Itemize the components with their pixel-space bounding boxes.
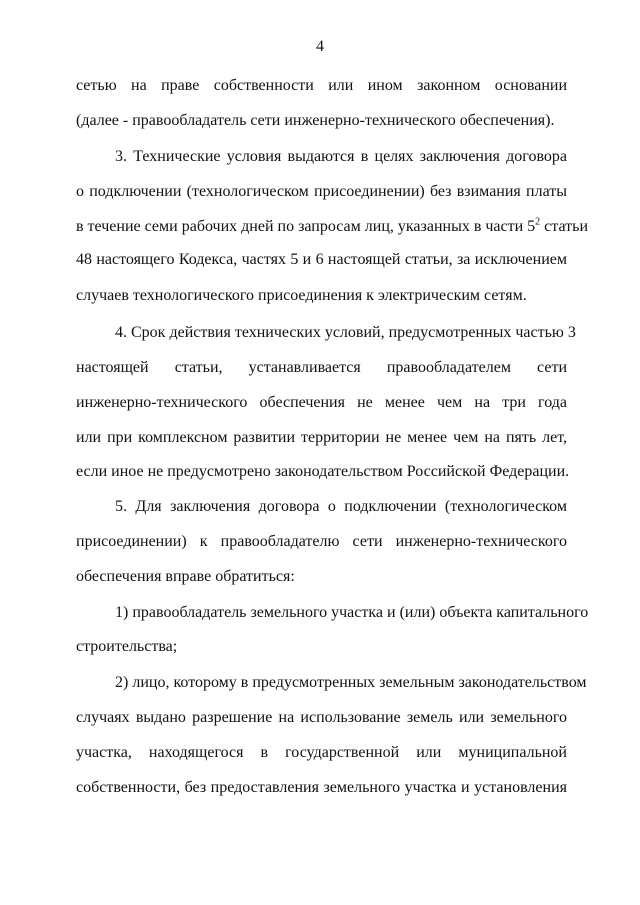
text-line: случаях выдано разрешение на использование земель или земельного bbox=[76, 709, 567, 726]
text-line: случаев технологического присоединения к электрическим сетям. bbox=[76, 287, 527, 304]
text-line: сетью на праве собственности или ином законном основании bbox=[76, 77, 567, 94]
text-line-with-superscript bbox=[76, 216, 588, 237]
list-item-2: 2) лицо, которому в предусмотренных земельным законодательством bbox=[115, 674, 587, 691]
text-line: настоящей статьи, устанавливается правообладателем сети bbox=[76, 359, 567, 376]
paragraph-5-start: 5. Для заключения договора о подключении (технологическом bbox=[115, 498, 567, 515]
paragraph-3-start: 3. Технические условия выдаются в целях заключения договора bbox=[115, 148, 567, 165]
text-segment: статьи bbox=[540, 218, 588, 235]
text-line: (далее - правообладатель сети инженерно-технического обеспечения). bbox=[76, 112, 555, 129]
text-line: 48 настоящего Кодекса, частях 5 и 6 настоящей статьи, за исключением bbox=[76, 251, 567, 268]
text-line: или при комплексном развитии территории не менее чем на пять лет, bbox=[76, 429, 567, 446]
text-line: инженерно-технического обеспечения не менее чем на три года bbox=[76, 394, 567, 411]
text-line: обеспечения вправе обратиться: bbox=[76, 568, 295, 585]
text-line: присоединении) к правообладателю сети инженерно-технического bbox=[76, 533, 567, 550]
text-line: собственности, без предоставления земельного участка и установления bbox=[76, 779, 567, 796]
text-segment: в течение семи рабочих дней по запросам лиц, указанных в части 5 bbox=[76, 218, 536, 235]
text-line: участка, находящегося в государственной или муниципальной bbox=[76, 744, 567, 761]
superscript: 2 bbox=[535, 216, 541, 228]
paragraph-4-start: 4. Срок действия технических условий, предусмотренных частью 3 bbox=[115, 324, 576, 341]
text-line: строительства; bbox=[76, 638, 178, 655]
text-line: о подключении (технологическом присоединении) без взимания платы bbox=[76, 183, 567, 200]
list-item-1: 1) правообладатель земельного участка и (или) объекта капитального bbox=[115, 604, 589, 621]
page-number: 4 bbox=[316, 38, 324, 55]
text-line: если иное не предусмотрено законодательством Российской Федерации. bbox=[76, 463, 570, 480]
